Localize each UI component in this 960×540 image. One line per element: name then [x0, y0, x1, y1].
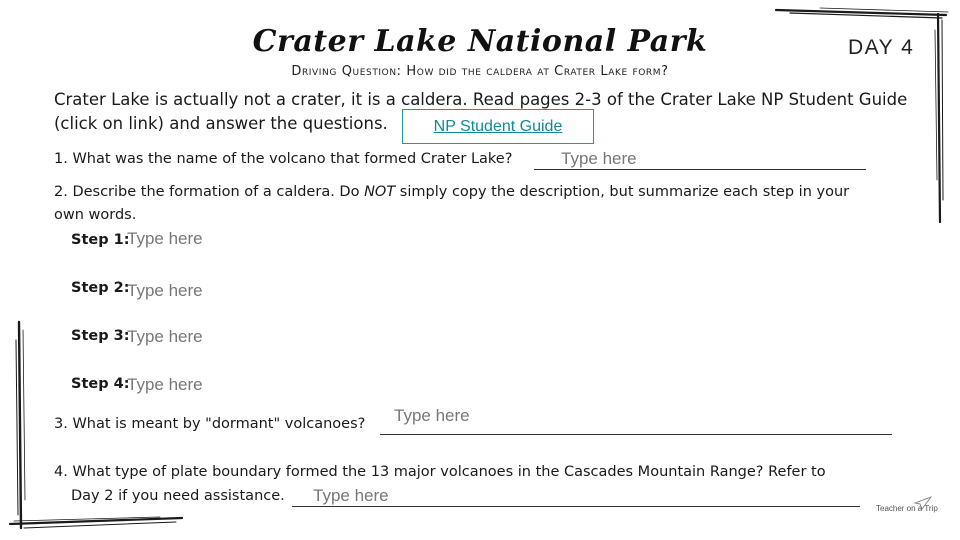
question-4-text: 4. What type of plate boundary formed the 13 major volcanoes in the Cascades Mountain Range? Refer to	[54, 464, 826, 480]
driving-question: Driving Question: How did the caldera at Crater Lake form?	[291, 64, 669, 79]
page-title: Crater Lake National Park	[252, 24, 708, 59]
question-4-answer-field[interactable]: Type here	[313, 486, 389, 505]
question-2-text-line-2: own words.	[54, 207, 137, 223]
question-4-text-line-2: Day 2 if you need assistance.	[71, 488, 285, 504]
step-1-answer-field[interactable]: Type here	[127, 229, 203, 248]
student-guide-link[interactable]: NP Student Guide	[433, 118, 563, 135]
question-1-text: 1. What was the name of the volcano that formed Crater Lake?	[54, 151, 513, 167]
question-2-text-pre: 2. Describe the formation of a caldera. Do	[54, 184, 365, 200]
question-1-answer-field[interactable]: Type here	[561, 149, 637, 168]
intro-line-2: (click on link) and answer the questions.	[54, 114, 388, 133]
step-4-label: Step 4:	[71, 376, 130, 392]
teacher-on-a-trip-logo: Teacher on a Trip	[876, 504, 938, 513]
question-3-text: 3. What is meant by "dormant" volcanoes?	[54, 416, 366, 432]
question-2-emphasis: NOT	[364, 184, 396, 200]
intro-line-1: Crater Lake is actually not a crater, it is a caldera. Read pages 2-3 of the Crater Lake NP Student Guide	[54, 90, 908, 109]
question-2-text-post: simply copy the description, but summarize each step in your	[395, 184, 850, 200]
step-2-answer-field[interactable]: Type here	[127, 281, 203, 300]
step-4-answer-field[interactable]: Type here	[127, 375, 203, 394]
question-3-answer-field[interactable]: Type here	[394, 406, 470, 425]
day-label: DAY 4	[848, 36, 915, 59]
step-1-label: Step 1:	[71, 232, 130, 248]
step-3-answer-field[interactable]: Type here	[127, 327, 203, 346]
step-3-label: Step 3:	[71, 328, 130, 344]
step-2-label: Step 2:	[71, 280, 130, 296]
